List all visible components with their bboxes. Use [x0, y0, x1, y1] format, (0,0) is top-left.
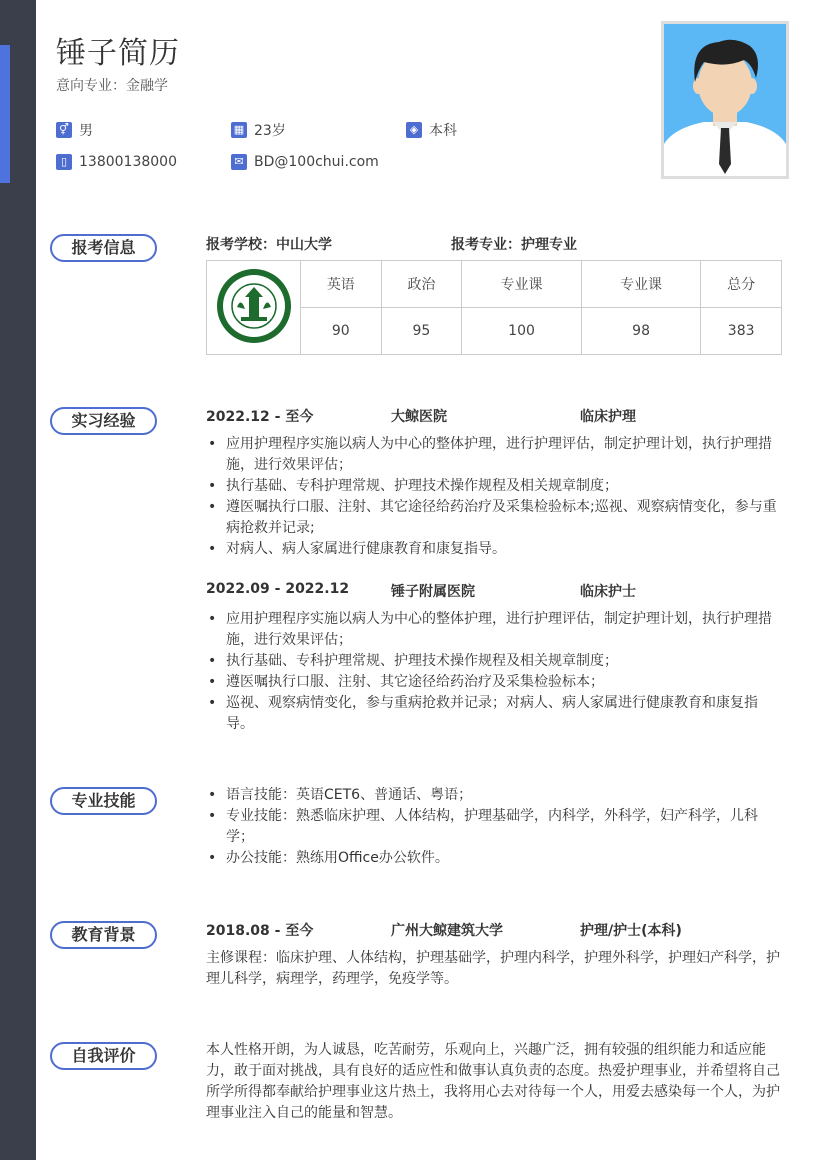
university-logo [215, 267, 293, 345]
resume-name: 锤子简历 [56, 36, 180, 71]
mail-icon: ✉ [231, 154, 247, 170]
job-date: 2022.12 - 至今 [206, 409, 314, 425]
section-label-skills: 专业技能 [50, 787, 157, 815]
list-item: • 对病人、病人家属进行健康教育和康复指导。 [206, 539, 782, 560]
job-org: 大鲸医院 [391, 409, 447, 425]
email-value: BD@100chui.com [254, 154, 379, 170]
job-role: 临床护理 [580, 409, 636, 425]
age-value: 23岁 [254, 123, 286, 139]
profile-photo [661, 21, 789, 179]
score-value: 98 [581, 308, 701, 355]
section-label-education: 教育背景 [50, 921, 157, 949]
phone-icon: ▯ [56, 154, 72, 170]
job-org: 锤子附属医院 [391, 584, 475, 600]
list-item: • 执行基础、专科护理常规、护理技术操作规程及相关规章制度； [206, 476, 782, 497]
score-value: 95 [381, 308, 462, 355]
list-item: • 执行基础、专科护理常规、护理技术操作规程及相关规章制度； [206, 651, 782, 672]
degree-item [406, 120, 457, 140]
job-duties [206, 609, 782, 735]
score-header: 总分 [701, 261, 782, 308]
skills-list [206, 785, 782, 869]
intended-major: 意向专业：金融学 [56, 78, 168, 94]
score-table [206, 260, 782, 355]
target-major: 报考专业：护理专业 [451, 237, 577, 253]
phone-item [56, 154, 177, 170]
university-logo-cell [207, 261, 301, 355]
list-item: • 语言技能：英语CET6、普通话、粤语； [206, 785, 782, 806]
gender-item [56, 120, 93, 140]
gender-icon: ⚥ [56, 122, 72, 138]
email-item [231, 154, 379, 170]
age-item [231, 120, 286, 140]
list-item: • 办公技能：熟练用Office办公软件。 [206, 848, 782, 869]
avatar-illustration [664, 24, 786, 176]
score-value: 383 [701, 308, 782, 355]
score-value: 100 [462, 308, 582, 355]
gender-value: 男 [79, 123, 93, 139]
score-header: 专业课 [462, 261, 582, 308]
self-eval-text: 本人性格开朗，为人诚恳，吃苦耐劳，乐观向上，兴趣广泛，拥有较强的组织能力和适应能力，敢于面对挑战，具有良好的适应性和做事认真负责的态度。热爱护理事业，并希望将自己所学所得都奉献给护理事业这片热土，我将用心去对待每一个人，用爱去感染每一个人，为护理事业注入自己的能量和智慧。 [206, 1042, 780, 1121]
score-header: 英语 [301, 261, 382, 308]
degree-value: 本科 [429, 123, 457, 139]
edu-major: 护理/护士(本科) [580, 923, 682, 939]
job-role: 临床护士 [580, 584, 636, 600]
section-label-exam: 报考信息 [50, 234, 157, 262]
sidebar-accent-bar [0, 45, 10, 183]
list-item: • 专业技能：熟悉临床护理、人体结构，护理基础学，内科学，外科学，妇产科学，儿科学； [206, 806, 782, 848]
list-item: • 应用护理程序实施以病人为中心的整体护理，进行护理评估，制定护理计划，执行护理措施，进行效果评估； [206, 609, 782, 651]
edu-date: 2018.08 - 至今 [206, 923, 314, 939]
score-header: 专业课 [581, 261, 701, 308]
phone-value: 13800138000 [79, 154, 177, 170]
target-school: 报考学校：中山大学 [206, 237, 332, 253]
graduation-cap-icon: ◈ [406, 122, 422, 138]
score-value: 90 [301, 308, 382, 355]
edu-school: 广州大鲸建筑大学 [391, 923, 503, 939]
edu-courses: 主修课程：临床护理、人体结构，护理基础学，护理内科学，护理外科学，护理妇产科学，护理儿科学，病理学，药理学，免疫学等。 [206, 950, 780, 987]
list-item: • 应用护理程序实施以病人为中心的整体护理，进行护理评估，制定护理计划，执行护理措施，进行效果评估； [206, 434, 782, 476]
job-duties [206, 434, 782, 560]
section-label-self-eval: 自我评价 [50, 1042, 157, 1070]
score-header: 政治 [381, 261, 462, 308]
list-item: • 遵医嘱执行口服、注射、其它途径给药治疗及采集检验标本； [206, 672, 782, 693]
job-date: 2022.09 - 2022.12 [206, 581, 350, 597]
calendar-icon: ▦ [231, 122, 247, 138]
list-item: • 巡视、观察病情变化，参与重病抢救并记录；对病人、病人家属进行健康教育和康复指导。 [206, 693, 782, 735]
list-item: • 遵医嘱执行口服、注射、其它途径给药治疗及采集检验标本;巡视、观察病情变化，参与重病抢救并记录; [206, 497, 782, 539]
section-label-internship: 实习经验 [50, 407, 157, 435]
